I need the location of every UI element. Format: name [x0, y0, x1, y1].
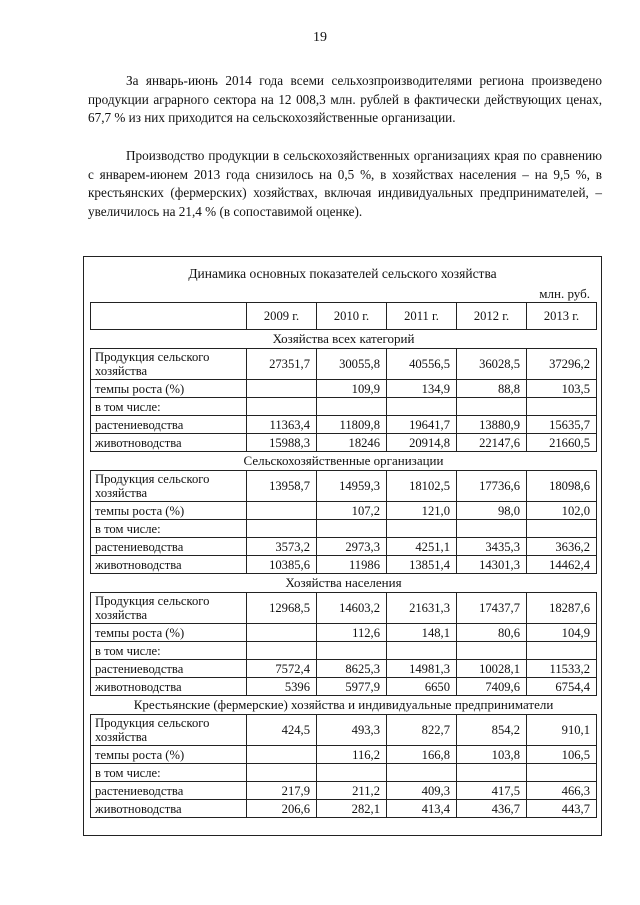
value-cell: 104,9: [527, 624, 597, 642]
value-cell: 14603,2: [317, 593, 387, 624]
value-cell: 3636,2: [527, 538, 597, 556]
value-cell: [317, 520, 387, 538]
paragraph-2: Производство продукции в сельскохозяйственных организациях края по сравнению с январем-июнем 2013 года снизилось на 0,5 %, в хозяйствах населения – на 9,5 %, в крестьянских (фермерских) хозяйствах, включая индивидуальных предпринимателей, – увеличилось на 21,4 % (в сопоставимой оценке).: [88, 148, 602, 219]
value-cell: 910,1: [527, 715, 597, 746]
table-row: [91, 538, 597, 556]
table-row: [91, 416, 597, 434]
value-cell: 18098,6: [527, 471, 597, 502]
header-year: 2010 г.: [317, 303, 387, 330]
value-cell: 409,3: [387, 782, 457, 800]
value-cell: [247, 398, 317, 416]
value-cell: 30055,8: [317, 349, 387, 380]
value-cell: 166,8: [387, 746, 457, 764]
value-cell: 14462,4: [527, 556, 597, 574]
table-title: Динамика основных показателей сельского хозяйства: [188, 266, 497, 281]
header-year: 2013 г.: [527, 303, 597, 330]
value-cell: 424,5: [247, 715, 317, 746]
value-cell: 8625,3: [317, 660, 387, 678]
row-label: темпы роста (%): [91, 624, 247, 642]
table-row: [91, 434, 597, 452]
value-cell: 15988,3: [247, 434, 317, 452]
value-cell: 17437,7: [457, 593, 527, 624]
table-header-row: [91, 303, 597, 330]
value-cell: 10028,1: [457, 660, 527, 678]
value-cell: 17736,6: [457, 471, 527, 502]
value-cell: 4251,1: [387, 538, 457, 556]
value-cell: [317, 764, 387, 782]
value-cell: 5977,9: [317, 678, 387, 696]
value-cell: 5396: [247, 678, 317, 696]
value-cell: [387, 764, 457, 782]
row-label: темпы роста (%): [91, 746, 247, 764]
value-cell: 493,3: [317, 715, 387, 746]
row-label: растениеводства: [91, 538, 247, 556]
table-row: [91, 642, 597, 660]
table-row: [91, 764, 597, 782]
table-row: [91, 349, 597, 380]
section-title: Хозяйства населения: [91, 574, 597, 593]
header-year: 2011 г.: [387, 303, 457, 330]
value-cell: 7572,4: [247, 660, 317, 678]
value-cell: 12968,5: [247, 593, 317, 624]
paragraph-1: За январь-июнь 2014 года всеми сельхозпроизводителями региона произведено продукции аграрного сектора на 12 008,3 млн. рублей в фактически действующих ценах, 67,7 % из них приходится на сельскохозяйственные организации.: [88, 73, 602, 126]
value-cell: 103,5: [527, 380, 597, 398]
value-cell: 2973,3: [317, 538, 387, 556]
value-cell: 18102,5: [387, 471, 457, 502]
table-row: [91, 624, 597, 642]
value-cell: 36028,5: [457, 349, 527, 380]
value-cell: 6754,4: [527, 678, 597, 696]
table-row: [91, 380, 597, 398]
header-empty-cell: [91, 303, 247, 330]
value-cell: 854,2: [457, 715, 527, 746]
table-row: [91, 660, 597, 678]
table-units: млн. руб.: [539, 286, 590, 301]
value-cell: [317, 398, 387, 416]
value-cell: 11809,8: [317, 416, 387, 434]
value-cell: 37296,2: [527, 349, 597, 380]
row-label: Продукция сельского хозяйства: [91, 715, 247, 746]
value-cell: 436,7: [457, 800, 527, 818]
table-row: [91, 556, 597, 574]
value-cell: 211,2: [317, 782, 387, 800]
value-cell: [387, 642, 457, 660]
value-cell: [527, 764, 597, 782]
value-cell: 217,9: [247, 782, 317, 800]
value-cell: 822,7: [387, 715, 457, 746]
value-cell: 14959,3: [317, 471, 387, 502]
value-cell: [247, 642, 317, 660]
value-cell: 417,5: [457, 782, 527, 800]
value-cell: 103,8: [457, 746, 527, 764]
value-cell: 22147,6: [457, 434, 527, 452]
value-cell: 107,2: [317, 502, 387, 520]
value-cell: 19641,7: [387, 416, 457, 434]
section-header-row: [91, 330, 597, 349]
value-cell: 466,3: [527, 782, 597, 800]
row-label: темпы роста (%): [91, 502, 247, 520]
row-label: растениеводства: [91, 416, 247, 434]
table-row: [91, 502, 597, 520]
value-cell: 13851,4: [387, 556, 457, 574]
value-cell: 20914,8: [387, 434, 457, 452]
value-cell: 121,0: [387, 502, 457, 520]
table-row: [91, 782, 597, 800]
table-row: [91, 593, 597, 624]
row-label: Продукция сельского хозяйства: [91, 593, 247, 624]
section-title: Сельскохозяйственные организации: [91, 452, 597, 471]
value-cell: 18246: [317, 434, 387, 452]
value-cell: [247, 746, 317, 764]
value-cell: 18287,6: [527, 593, 597, 624]
value-cell: 21631,3: [387, 593, 457, 624]
value-cell: 98,0: [457, 502, 527, 520]
value-cell: 11533,2: [527, 660, 597, 678]
value-cell: 6650: [387, 678, 457, 696]
section-header-row: [91, 696, 597, 715]
section-header-row: [91, 452, 597, 471]
value-cell: 27351,7: [247, 349, 317, 380]
value-cell: 15635,7: [527, 416, 597, 434]
value-cell: [247, 380, 317, 398]
value-cell: 14301,3: [457, 556, 527, 574]
table-row: [91, 746, 597, 764]
value-cell: 88,8: [457, 380, 527, 398]
table-row: [91, 471, 597, 502]
value-cell: [457, 764, 527, 782]
value-cell: [317, 642, 387, 660]
section-title: Крестьянские (фермерские) хозяйства и индивидуальные предприниматели: [91, 696, 597, 715]
value-cell: 11986: [317, 556, 387, 574]
row-label: животноводства: [91, 434, 247, 452]
row-label: темпы роста (%): [91, 380, 247, 398]
value-cell: [457, 398, 527, 416]
value-cell: 40556,5: [387, 349, 457, 380]
value-cell: 206,6: [247, 800, 317, 818]
row-label: Продукция сельского хозяйства: [91, 349, 247, 380]
value-cell: [247, 624, 317, 642]
data-table: [90, 302, 597, 818]
value-cell: 13958,7: [247, 471, 317, 502]
value-cell: [527, 520, 597, 538]
value-cell: [387, 398, 457, 416]
value-cell: [457, 520, 527, 538]
row-label: животноводства: [91, 556, 247, 574]
row-label: животноводства: [91, 800, 247, 818]
value-cell: 11363,4: [247, 416, 317, 434]
value-cell: 282,1: [317, 800, 387, 818]
value-cell: 10385,6: [247, 556, 317, 574]
value-cell: 443,7: [527, 800, 597, 818]
value-cell: 13880,9: [457, 416, 527, 434]
row-label: в том числе:: [91, 642, 247, 660]
table-row: [91, 520, 597, 538]
header-year: 2012 г.: [457, 303, 527, 330]
value-cell: 14981,3: [387, 660, 457, 678]
value-cell: 3435,3: [457, 538, 527, 556]
row-label: животноводства: [91, 678, 247, 696]
value-cell: 413,4: [387, 800, 457, 818]
section-title: Хозяйства всех категорий: [91, 330, 597, 349]
value-cell: 148,1: [387, 624, 457, 642]
table-row: [91, 398, 597, 416]
table-row: [91, 715, 597, 746]
table-row: [91, 678, 597, 696]
value-cell: [247, 502, 317, 520]
value-cell: [387, 520, 457, 538]
value-cell: [527, 398, 597, 416]
value-cell: 3573,2: [247, 538, 317, 556]
row-label: растениеводства: [91, 782, 247, 800]
table-row: [91, 800, 597, 818]
value-cell: [247, 764, 317, 782]
header-year: 2009 г.: [247, 303, 317, 330]
value-cell: 21660,5: [527, 434, 597, 452]
row-label: Продукция сельского хозяйства: [91, 471, 247, 502]
value-cell: 7409,6: [457, 678, 527, 696]
page-number: 19: [313, 30, 327, 45]
value-cell: [527, 642, 597, 660]
value-cell: 102,0: [527, 502, 597, 520]
section-header-row: [91, 574, 597, 593]
row-label: в том числе:: [91, 764, 247, 782]
value-cell: 112,6: [317, 624, 387, 642]
value-cell: 109,9: [317, 380, 387, 398]
row-label: в том числе:: [91, 520, 247, 538]
row-label: в том числе:: [91, 398, 247, 416]
value-cell: 80,6: [457, 624, 527, 642]
value-cell: [457, 642, 527, 660]
value-cell: 134,9: [387, 380, 457, 398]
value-cell: [247, 520, 317, 538]
row-label: растениеводства: [91, 660, 247, 678]
value-cell: 116,2: [317, 746, 387, 764]
value-cell: 106,5: [527, 746, 597, 764]
